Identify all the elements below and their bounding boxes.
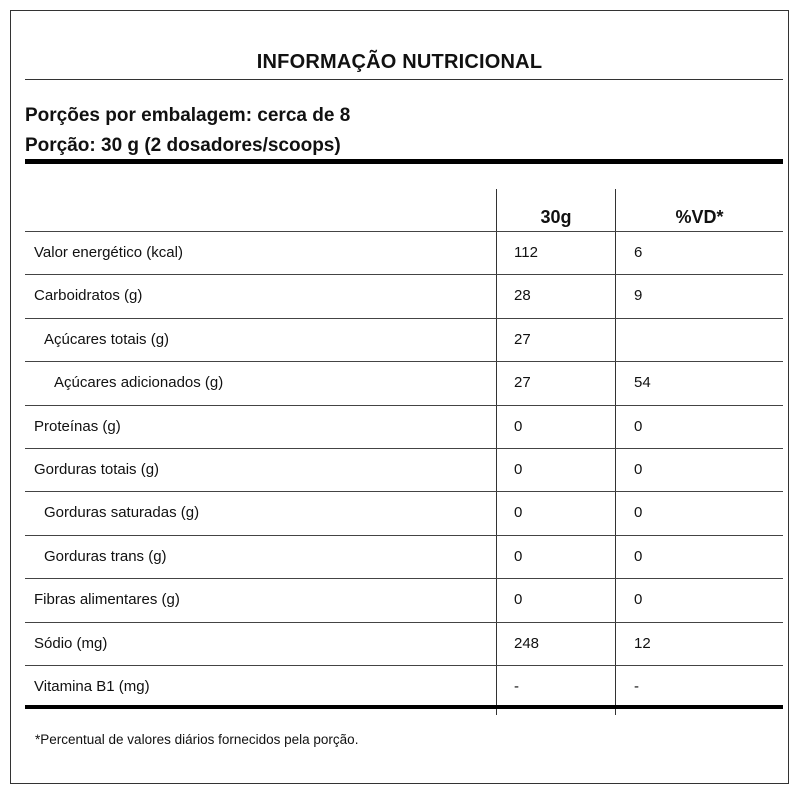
serving-size: Porção: 30 g (2 dosadores/scoops) <box>25 135 341 156</box>
servings-per-package: Porções por embalagem: cerca de 8 <box>25 105 351 126</box>
nutrient-amount: 0 <box>514 504 523 522</box>
nutrient-daily-value: 0 <box>634 417 643 435</box>
nutrient-amount: 0 <box>514 417 523 435</box>
nutrient-amount: 0 <box>514 591 523 609</box>
nutrient-name: Gorduras totais (g) <box>34 461 160 478</box>
nutrient-daily-value: - <box>634 678 639 695</box>
table-row <box>25 275 783 318</box>
nutrient-amount: 27 <box>514 330 531 348</box>
nutrient-name: Carboidratos (g) <box>34 287 143 305</box>
nutrient-daily-value: 54 <box>634 374 651 392</box>
nutrient-name: Açúcares totais (g) <box>44 330 170 348</box>
table-row <box>25 362 783 405</box>
nutrient-amount: 112 <box>514 244 538 261</box>
nutrient-name: Vitamina B1 (mg) <box>34 678 150 695</box>
footnote: *Percentual de valores diários fornecidos pela porção. <box>35 732 359 747</box>
nutrient-name: Gorduras saturadas (g) <box>44 504 200 522</box>
nutrient-amount: 248 <box>514 634 540 652</box>
nutrient-amount: 0 <box>514 461 523 478</box>
nutrient-daily-value: 6 <box>634 244 643 261</box>
table-row <box>25 492 783 535</box>
divider-thin <box>25 79 783 80</box>
table-row <box>25 579 783 622</box>
nutrition-label <box>10 10 789 784</box>
table-row <box>25 623 783 666</box>
nutrient-name: Gorduras trans (g) <box>44 547 167 565</box>
nutrient-daily-value: 0 <box>634 547 643 565</box>
nutrient-name: Açúcares adicionados (g) <box>54 374 224 392</box>
nutrient-daily-value: 12 <box>634 634 651 652</box>
nutrient-name: Valor energético (kcal) <box>34 244 183 261</box>
divider-bottom-thick <box>25 705 783 709</box>
nutrient-daily-value: 0 <box>634 504 643 522</box>
table-row <box>25 319 783 362</box>
nutrient-daily-value: 0 <box>634 461 643 478</box>
label-title: INFORMAÇÃO NUTRICIONAL <box>256 51 543 73</box>
nutrient-amount: - <box>514 678 519 695</box>
nutrient-daily-value: 0 <box>634 591 643 609</box>
nutrient-amount: 27 <box>514 374 531 392</box>
nutrient-name: Fibras alimentares (g) <box>34 591 180 609</box>
nutrient-amount: 0 <box>514 547 523 565</box>
table-row <box>25 232 783 275</box>
column-header-amount: 30g <box>540 207 572 227</box>
nutrient-daily-value: 9 <box>634 287 643 305</box>
nutrient-name: Sódio (mg) <box>34 634 108 652</box>
nutrient-name: Proteínas (g) <box>34 417 121 435</box>
column-header-daily-value: %VD* <box>675 207 724 227</box>
divider-thick <box>25 159 783 164</box>
table-row <box>25 406 783 449</box>
table-row <box>25 449 783 492</box>
nutrient-amount: 28 <box>514 287 531 305</box>
table-row <box>25 666 783 709</box>
table-row <box>25 536 783 579</box>
